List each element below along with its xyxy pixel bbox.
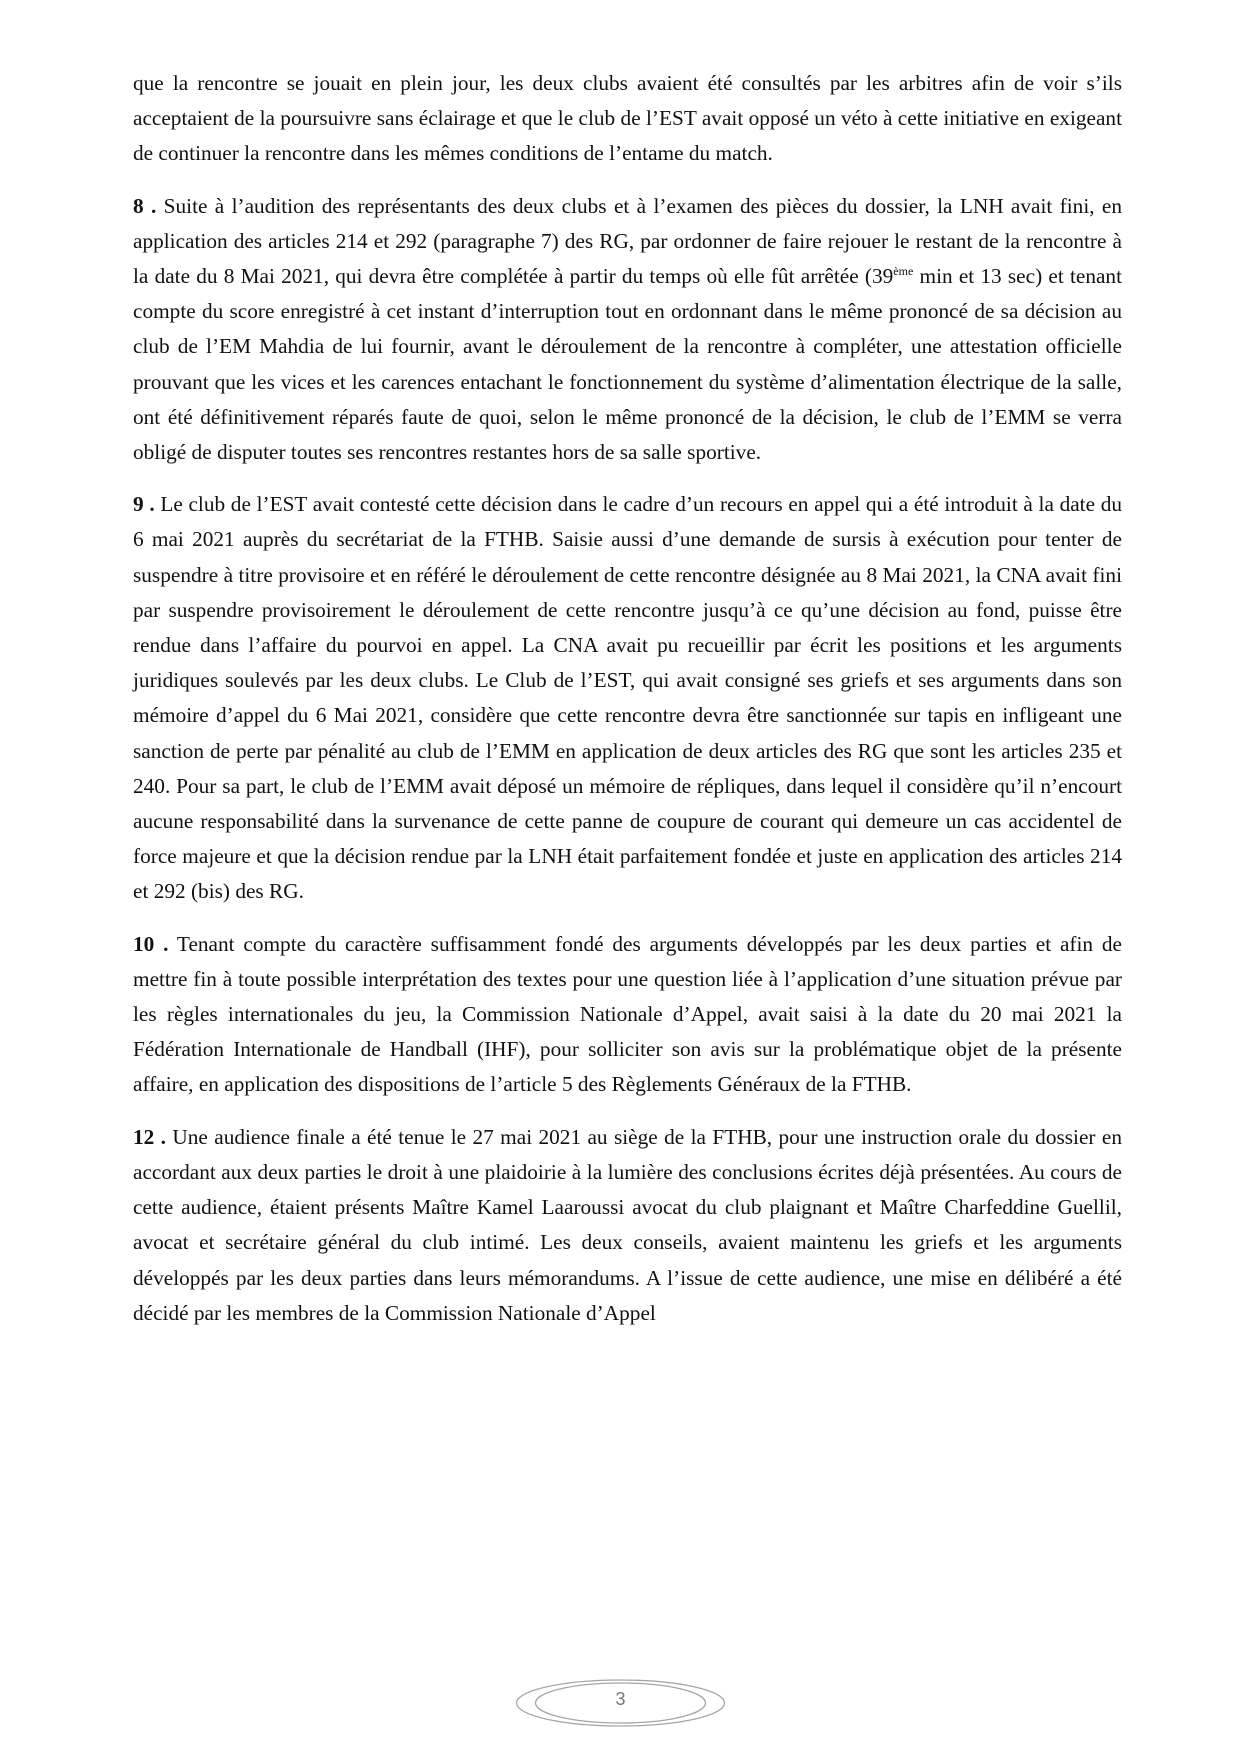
superscript-ordinal: ème [893,264,914,279]
paragraph-continuation [133,66,1122,172]
paragraph-8 [133,189,1122,471]
paragraph-10 [133,927,1122,1103]
paragraph-text: Tenant compte du caractère suffisamment fondé des arguments développés par les deux parties et afin de mettre fin à toute possible interprétation des textes pour une question liée à l’application d’une situation prévue par les règles internationales du jeu, la Commission Nationale d’Appel, avait saisi à la date du 20 mai 2021 la Fédération Internationale de Handball (IHF), pour solliciter son avis sur la problématique objet de la présente affaire, en application des dispositions de l’article 5 des Règlements Généraux de la FTHB. [133,931,1122,1097]
paragraph-12 [133,1120,1122,1331]
paragraph-number: 8 . [133,193,157,218]
paragraph-text: Le club de l’EST avait contesté cette décision dans le cadre d’un recours en appel qui a été introduit à la date du 6 mai 2021 auprès du secrétariat de la FTHB. Saisie aussi d’une demande de sursis à exécution pour tenter de suspendre à titre provisoire et en référé le déroulement de cette rencontre désignée au 8 Mai 2021, la CNA avait fini par suspendre provisoirement le déroulement de cette rencontre jusqu’à ce qu’une décision au fond, puisse être rendue dans l’affaire du pourvoi en appel. La CNA avait pu recueillir par écrit les positions et les arguments juridiques soulevés par les deux clubs. Le Club de l’EST, qui avait consigné ses griefs et ses arguments dans son mémoire d’appel du 6 Mai 2021, considère que cette rencontre devra être sanctionnée sur tapis en infligeant une sanction de perte par pénalité au club de l’EMM en application de deux articles des RG que sont les articles 235 et 240. Pour sa part, le club de l’EMM avait déposé un mémoire de répliques, dans lequel il considère qu’il n’encourt aucune responsabilité dans la survenance de cette panne de coupure de courant qui demeure un cas accidentel de force majeure et que la décision rendue par la LNH était parfaitement fondée et juste en application des articles 214 et 292 (bis) des RG. [133,492,1123,904]
paragraph-number: 12 . [133,1124,167,1149]
paragraph-number: 10 . [133,931,169,956]
paragraph-text: Suite à l’audition des représentants des deux clubs et à l’examen des pièces du dossier, la LNH avait fini, en application des articles 214 et 292 (paragraphe 7) des RG, par ordonner de faire rejouer le restant de la rencontre à la date du 8 Mai 2021, qui devra être complétée à partir du temps où elle fût arrêtée (39 [133,193,1123,289]
paragraph-9 [133,487,1122,909]
paragraph-text-continued: min et 13 sec) et tenant compte du score enregistré à cet instant d’interruption tout en ordonnant dans le même prononcé de sa décision au club de l’EM Mahdia de lui fournir, avant le déroulement de la rencontre à compléter, une attestation officielle prouvant que les vices et les carences entachant le fonctionnement du système d’alimentation électrique de la salle, ont été définitivement réparés faute de quoi, selon le même prononcé de la décision, le club de l’EMM se verra obligé de disputer toutes ses rencontres restantes hors de sa salle sportive. [133,264,1122,465]
paragraph-text: Une audience finale a été tenue le 27 mai 2021 au siège de la FTHB, pour une instruction orale du dossier en accordant aux deux parties le droit à une plaidoirie à la lumière des conclusions écrites déjà présentées. Au cours de cette audience, étaient présents Maître Kamel Laaroussi avocat du club plaignant et Maître Charfeddine Guellil, avocat et secrétaire général du club intimé. Les deux conseils, avaient maintenu les griefs et les arguments développés par les deux parties dans leurs mémorandums. A l’issue de cette audience, une mise en délibéré a été décidé par les membres de la Commission Nationale d’Appel [133,1124,1122,1325]
page-footer [513,1678,728,1734]
page-number: 3 [615,1689,626,1709]
document-body [133,66,1122,1348]
paragraph-number: 9 . [133,492,155,517]
paragraph-text: que la rencontre se jouait en plein jour, les deux clubs avaient été consultés par les arbitres afin de voir s’ils acceptaient de la poursuivre sans éclairage et que le club de l’EST avait opposé un véto à cette initiative en exigeant de continuer la rencontre dans les mêmes conditions de l’entame du match. [133,71,1122,166]
